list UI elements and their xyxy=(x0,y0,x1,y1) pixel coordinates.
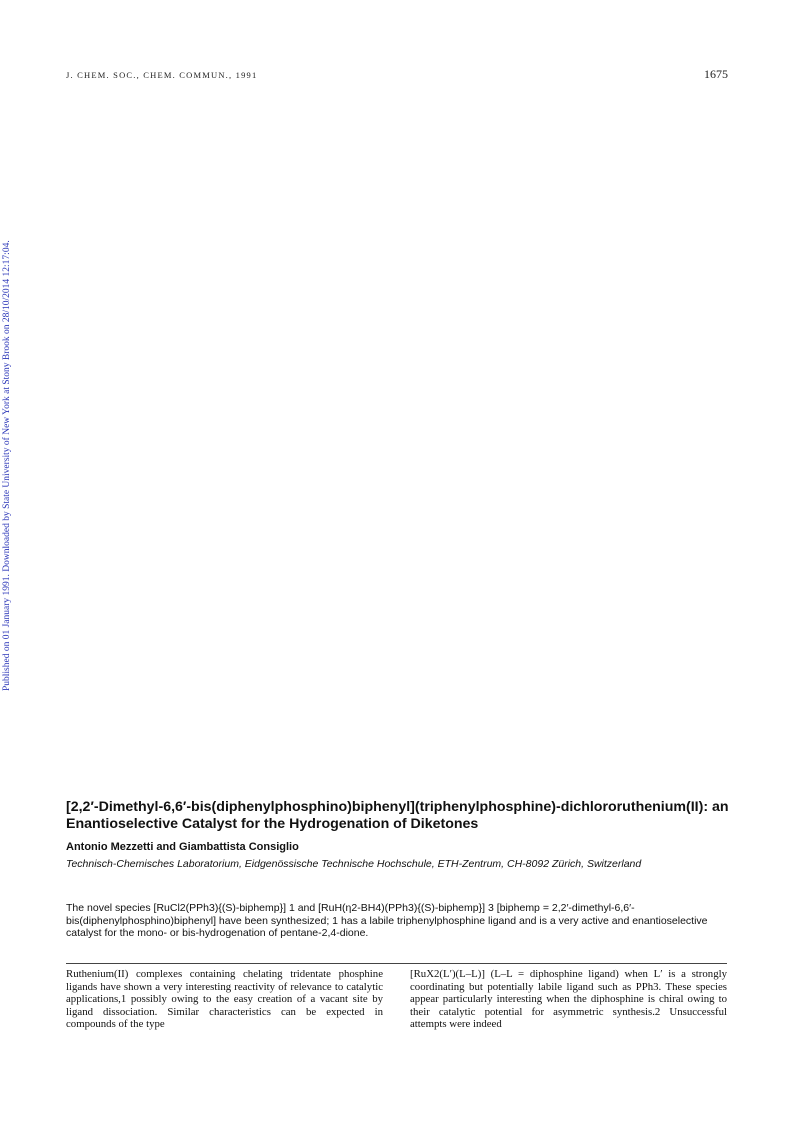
page-number: 1675 xyxy=(704,67,728,81)
section-divider xyxy=(66,963,727,964)
article-affiliation: Technisch-Chemisches Laboratorium, Eidgenössische Technische Hochschule, ETH-Zentrum, CH-8092 Zürich, Switzerland xyxy=(66,858,642,870)
article-title: [2,2′-Dimethyl-6,6′-bis(diphenylphosphino)biphenyl](triphenylphosphine)-dichlororuthenium(II): an Enantioselective Catalyst for the Hydrogenation of Diketones xyxy=(66,799,729,832)
body-column-right: [RuX2(L′)(L–L)] (L–L = diphosphine ligand) when L′ is a strongly coordinating but potentially labile ligand such as PPh3. These species appear particularly interesting when the diphosphine is chiral owing to their catalytic potential for asymmetric synthesis.2 Unsuccessful attempts were indeed xyxy=(410,968,727,1031)
journal-header: J. CHEM. SOC., CHEM. COMMUN., 1991 xyxy=(66,70,258,80)
article-authors: Antonio Mezzetti and Giambattista Consiglio xyxy=(66,841,299,853)
body-column-left: Ruthenium(II) complexes containing chelating tridentate phosphine ligands have shown a very interesting reactivity of relevance to catalytic applications,1 possibly owing to the easy creation of a vacant site by ligand dissociation. Similar characteristics can be expected in compounds of the type xyxy=(66,968,383,1031)
article-abstract: The novel species [RuCl2(PPh3){(S)-biphemp}] 1 and [RuH(η2-BH4)(PPh3){(S)-biphemp}] 3 [biphemp = 2,2′-dimethyl-6,6′-bis(diphenylphosphino)biphenyl] have been synthesized; 1 has a labile triphenylphosphine ligand and is a very active and enantioselective catalyst for the mono- or bis-hydrogenation of pentane-2,4-dione. xyxy=(66,902,708,939)
download-notice[interactable]: Published on 01 January 1991. Downloaded by State University of New York at Stony Brook on 28/10/2014 12:17:04. xyxy=(2,240,12,691)
